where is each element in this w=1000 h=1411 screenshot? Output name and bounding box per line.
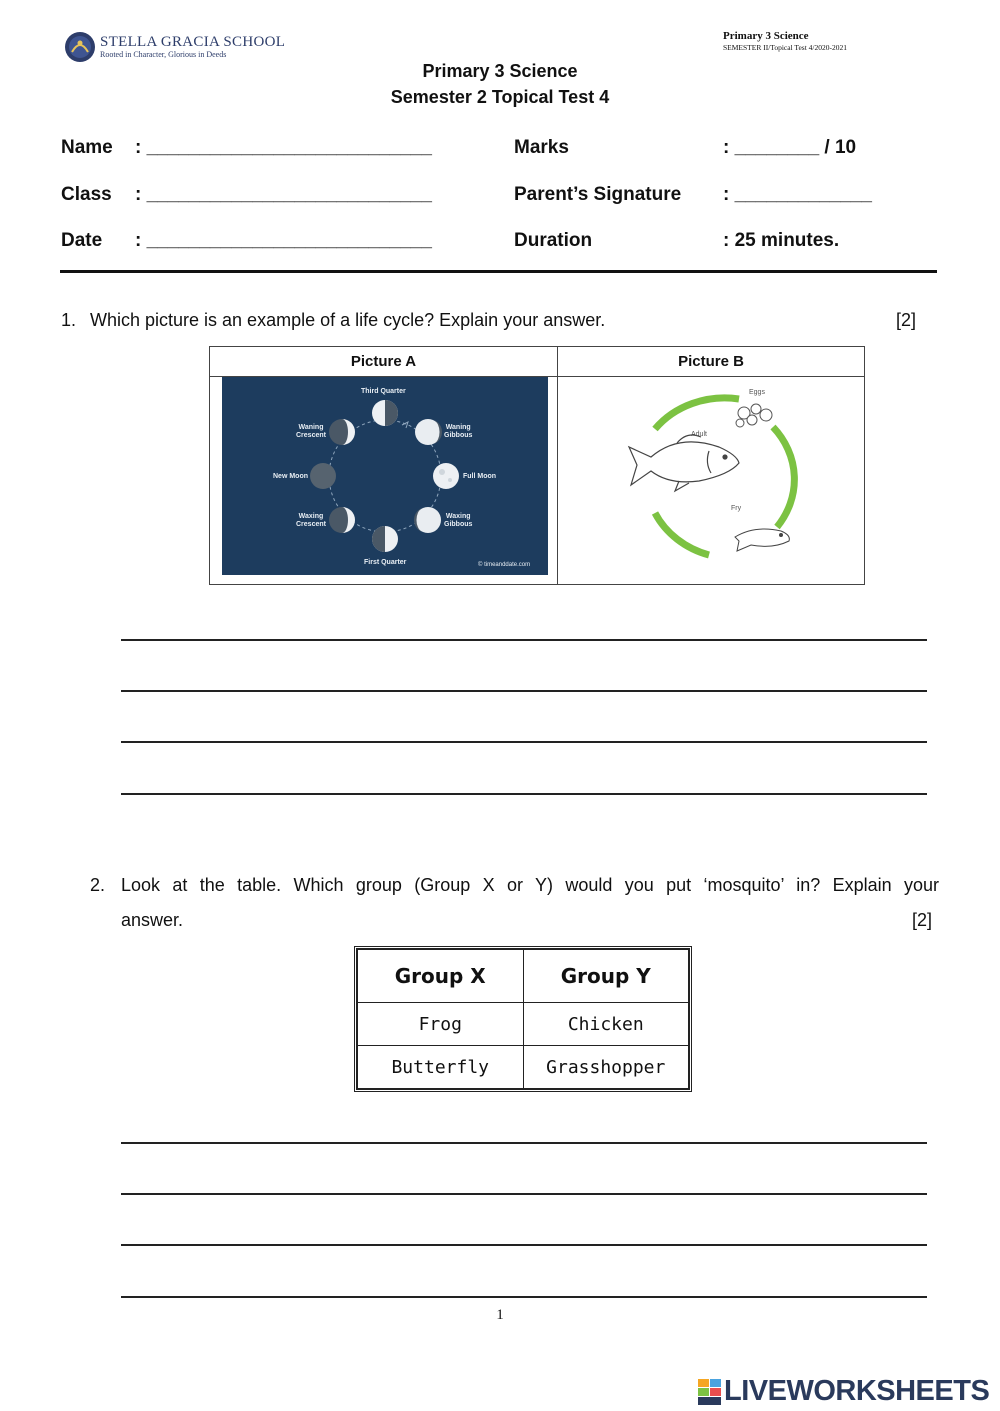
label-adult: Adult (691, 431, 707, 438)
q2-text: Look at the table. Which group (Group X or Y) would you put ‘mosquito’ in? Explain your (121, 875, 939, 895)
duration-value: : 25 minutes. (723, 230, 840, 251)
corner-title: Primary 3 Science (723, 30, 809, 42)
q1-answer-line-3[interactable] (121, 741, 927, 743)
marks-label: Marks (514, 137, 569, 158)
picture-b-header: Picture B (558, 347, 864, 377)
page-subtitle: Semester 2 Topical Test 4 (390, 87, 610, 107)
signature-field[interactable]: : _____________ (723, 184, 872, 205)
q1-answer-line-1[interactable] (121, 639, 927, 641)
label-credit: © timeanddate.com (478, 562, 531, 568)
moon-first-quarter (372, 526, 398, 552)
group-table (354, 946, 692, 1092)
q1-picture-table (209, 346, 865, 585)
fish-eggs-icon (736, 404, 772, 427)
adult-fish-icon (629, 435, 739, 491)
picture-a-header: Picture A (210, 347, 557, 377)
school-motto: Rooted in Character, Glorious in Deeds (100, 50, 227, 59)
cell-chicken: Chicken (523, 1003, 689, 1046)
fish-lifecycle-diagram (559, 377, 864, 584)
label-waning-crescent: Waning Crescent (296, 424, 326, 439)
marks-field[interactable]: : ________ / 10 (723, 137, 857, 158)
q2-answer-line-4[interactable] (121, 1296, 927, 1298)
label-waxing-crescent: Waxing Crescent (296, 513, 326, 528)
table-row (358, 1046, 689, 1089)
q2-answer-line-1[interactable] (121, 1142, 927, 1144)
page-number: 1 (496, 1307, 504, 1323)
table-row (358, 1003, 689, 1046)
duration-label: Duration (514, 230, 593, 251)
cell-grasshopper: Grasshopper (523, 1046, 689, 1089)
cell-frog: Frog (358, 1003, 524, 1046)
class-label: Class (61, 184, 112, 205)
school-crest-icon (64, 30, 96, 64)
moon-waxing-crescent (329, 507, 355, 533)
name-field[interactable]: : ___________________________ (135, 137, 432, 158)
label-full-moon: Full Moon (463, 473, 497, 480)
q2-text-continued: answer. (121, 910, 184, 930)
page-title: Primary 3 Science (422, 61, 578, 81)
moon-third-quarter (372, 400, 398, 426)
school-name: STELLA GRACIA SCHOOL (100, 34, 286, 50)
cell-butterfly: Butterfly (358, 1046, 524, 1089)
label-fry: Fry (731, 505, 742, 512)
signature-label: Parent’s Signature (514, 184, 682, 205)
q2-marks: [2] (912, 910, 933, 930)
moon-waning-crescent (329, 419, 355, 445)
q2-number: 2. (90, 875, 106, 895)
header-group-y: Group Y (523, 950, 689, 1003)
q2-answer-line-2[interactable] (121, 1193, 927, 1195)
q1-number: 1. (61, 310, 77, 330)
corner-subtitle: SEMESTER II/Topical Test 4/2020-2021 (723, 43, 848, 52)
label-third-quarter: Third Quarter (361, 388, 406, 395)
q1-marks: [2] (896, 310, 917, 330)
q1-answer-line-2[interactable] (121, 690, 927, 692)
date-label: Date (61, 230, 103, 251)
date-field[interactable]: : ___________________________ (135, 230, 432, 251)
name-label: Name (61, 137, 113, 158)
moon-full (433, 463, 459, 489)
q1-text: Which picture is an example of a life cycle? Explain your answer. (90, 310, 606, 330)
table-header-row (358, 950, 689, 1003)
fish-lifecycle-picture (559, 377, 864, 584)
q1-answer-line-4[interactable] (121, 793, 927, 795)
moon-new (310, 463, 336, 489)
liveworksheets-logo-icon (698, 1379, 722, 1405)
moon-phases-diagram (222, 377, 548, 575)
label-waning-gibbous: Waning Gibbous (444, 424, 473, 439)
class-field[interactable]: : ___________________________ (135, 184, 432, 205)
watermark-text: LIVEWORKSHEETS (724, 1375, 990, 1407)
moon-waning-gibbous (415, 419, 442, 445)
header-group-x: Group X (358, 950, 524, 1003)
table-divider (557, 347, 558, 584)
label-first-quarter: First Quarter (364, 559, 407, 566)
q2-answer-line-3[interactable] (121, 1244, 927, 1246)
fish-fry-icon (735, 529, 789, 551)
label-waxing-gibbous: Waxing Gibbous (444, 513, 473, 528)
moon-phases-picture (222, 377, 548, 575)
label-new-moon: New Moon (273, 473, 308, 480)
header-divider (60, 270, 937, 273)
moon-waxing-gibbous (414, 507, 441, 533)
label-eggs: Eggs (749, 389, 765, 396)
